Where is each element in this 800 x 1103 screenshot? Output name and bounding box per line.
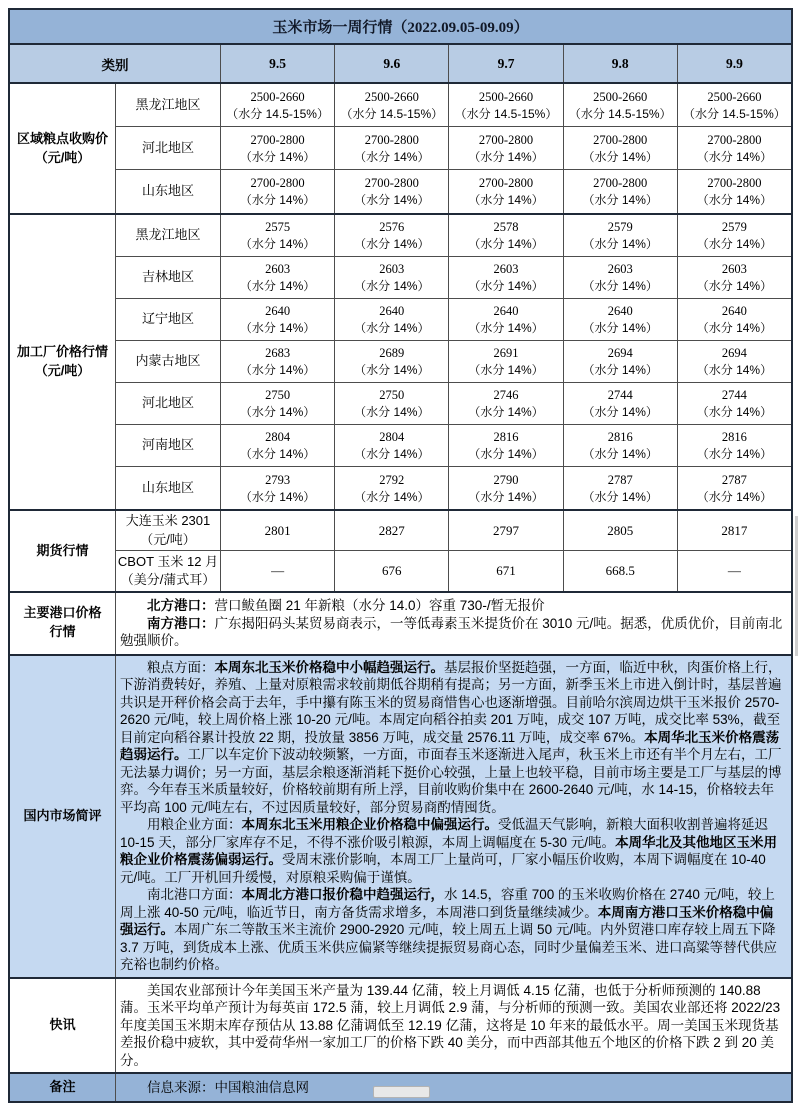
commentary-run: 本周华北玉米价格震荡趋弱运行。 — [120, 729, 780, 762]
price-value: 2816 — [721, 430, 747, 445]
section-label — [10, 84, 116, 213]
north-port-text: 营口鲅鱼圈 21 年新粮（水分 14.0）容重 730-/暂无报价 — [214, 598, 545, 613]
north-port-label: 北方港口： — [147, 598, 215, 613]
date-header-cells — [221, 45, 791, 82]
price-cell — [564, 383, 678, 424]
futures-value-cell: 2805 — [564, 511, 678, 550]
price-cell — [678, 299, 791, 340]
price-value: 2804 — [265, 430, 291, 445]
news-section-label: 快讯 — [10, 979, 116, 1073]
price-value: 2700-2800 — [707, 176, 762, 191]
commentary-run: 本周东北玉米价格稳中小幅趋强运行。 — [214, 659, 444, 675]
futures-name-line: （元/吨） — [140, 531, 196, 547]
date-header-cell: 9.7 — [449, 45, 563, 82]
price-value: 2578 — [493, 220, 519, 235]
price-cell — [221, 299, 335, 340]
price-cell — [564, 170, 678, 213]
futures-value-cell: 676 — [335, 551, 449, 591]
north-port-paragraph — [120, 597, 785, 615]
futures-row — [116, 551, 791, 591]
section-label-line: 区域粮点收购价 — [16, 130, 108, 146]
region-label: 山东地区 — [116, 170, 221, 213]
price-cell — [335, 425, 449, 466]
price-cell — [564, 467, 678, 509]
region-label: 河南地区 — [116, 425, 221, 466]
moisture-note: （水分 14%） — [354, 279, 430, 294]
price-value: 2744 — [721, 388, 747, 403]
price-cell — [221, 127, 335, 169]
region-label: 山东地区 — [116, 467, 221, 509]
futures-value-cell: 2827 — [335, 511, 449, 550]
moisture-note: （水分 14%） — [239, 279, 316, 294]
futures-section — [10, 511, 791, 593]
moisture-note: （水分 14%） — [468, 321, 544, 336]
south-port-label: 南方港口： — [147, 615, 215, 631]
moisture-note: （水分 14%） — [354, 363, 430, 378]
ports-label-line: 主要港口价格 — [23, 605, 102, 621]
horizontal-scrollbar-thumb[interactable] — [373, 1086, 430, 1098]
commentary-run: 受低温天气影响，新粮大面积收割普遍将延迟 10-15 天，部分厂家库存不足，不得不涨价吸引粮源，本周上调幅度在 5-30 元/吨。 — [120, 817, 768, 850]
region-label: 吉林地区 — [116, 257, 221, 298]
moisture-note: （水分 14%） — [239, 321, 316, 336]
price-value: 2787 — [607, 472, 633, 487]
ports-content — [116, 593, 791, 654]
price-cells — [221, 84, 791, 126]
futures-value-cell: 2801 — [221, 511, 335, 550]
price-value: 2640 — [379, 304, 405, 319]
price-value: 2816 — [607, 430, 633, 445]
price-value: 2579 — [607, 220, 633, 235]
commentary-run: 受周末涨价影响，本周工厂上量尚可，厂家小幅压价收购，本周下调幅度在 10-40 元/吨。工厂开机回升缓慢，对原粮采购偏于谨慎。 — [120, 852, 766, 885]
moisture-note: （水分 14%） — [696, 489, 773, 504]
price-cell — [335, 341, 449, 382]
price-value: 2793 — [265, 472, 291, 487]
price-cell — [564, 127, 678, 169]
price-value: 2603 — [379, 262, 405, 277]
moisture-note: （水分 14%） — [582, 321, 658, 336]
price-sections — [10, 84, 791, 511]
commentary-paragraph — [120, 659, 785, 817]
price-cell — [335, 170, 449, 213]
section-label-line: （元/吨） — [34, 363, 91, 378]
moisture-note: （水分 14%） — [239, 363, 316, 378]
moisture-note: （水分 14%） — [696, 237, 773, 252]
ports-section-label — [10, 593, 116, 654]
commentary-section-label: 国内市场简评 — [10, 656, 116, 977]
info-source-text: 信息来源：中国粮油信息网 — [147, 1079, 309, 1095]
futures-name-line: CBOT 玉米 12 月 — [117, 553, 219, 569]
price-value: 2700-2800 — [250, 176, 305, 191]
moisture-note: （水分 14%） — [696, 447, 773, 462]
price-cell — [564, 341, 678, 382]
price-value: 2500-2660 — [593, 89, 648, 104]
commentary-content — [116, 656, 791, 977]
futures-row — [116, 511, 791, 551]
price-cell — [678, 341, 791, 382]
price-cells — [221, 299, 791, 340]
moisture-note: （水分 14%） — [239, 405, 316, 420]
moisture-note: （水分 14%） — [582, 237, 658, 252]
commentary-run: 粮点方面： — [147, 659, 215, 675]
remark-content — [116, 1074, 791, 1101]
price-cell — [449, 467, 563, 509]
price-cell — [678, 425, 791, 466]
moisture-note: （水分 14%） — [468, 237, 544, 252]
region-label: 辽宁地区 — [116, 299, 221, 340]
price-cells — [221, 467, 791, 509]
page-title: 玉米市场一周行情（2022.09.05-09.09） — [10, 10, 791, 45]
corn-market-weekly-table — [8, 8, 793, 1103]
price-row — [116, 170, 791, 213]
futures-contract-name — [116, 551, 221, 591]
price-value: 2790 — [493, 472, 519, 487]
commentary-run: 用粮企业方面： — [147, 817, 242, 832]
region-label: 黑龙江地区 — [116, 215, 221, 256]
price-value: 2816 — [493, 430, 519, 445]
commentary-run: 本周北方港口报价稳中趋强运行， — [241, 887, 444, 902]
price-cells — [221, 425, 791, 466]
price-cell — [678, 127, 791, 169]
moisture-note: （水分 14%） — [468, 149, 544, 164]
moisture-note: （水分 14%） — [354, 489, 430, 504]
price-cell — [221, 341, 335, 382]
price-cell — [564, 425, 678, 466]
futures-name-line: （美分/蒲式耳） — [120, 572, 216, 587]
price-cell — [449, 215, 563, 256]
price-cell — [335, 127, 449, 169]
price-value: 2640 — [721, 304, 747, 319]
category-header-cell: 类别 — [10, 45, 221, 82]
price-value: 2750 — [265, 388, 291, 403]
price-cell — [221, 425, 335, 466]
price-value: 2700-2800 — [707, 132, 762, 147]
price-value: 2787 — [721, 472, 747, 487]
moisture-note: （水分 14%） — [354, 237, 430, 252]
price-value: 2579 — [721, 220, 747, 235]
commentary-run: 水 14.5，容重 700 的玉米收购价格在 2740 元/吨，较上周上涨 40-50 元/吨，临近节日，南方备货需求增多，本周港口到货量继续减少。 — [120, 887, 775, 920]
south-port-paragraph — [120, 615, 785, 650]
price-cell — [564, 257, 678, 298]
futures-value-cell: — — [221, 551, 335, 591]
price-row — [116, 215, 791, 257]
moisture-note: （水分 14%） — [354, 405, 430, 420]
futures-value-cell: 2797 — [449, 511, 563, 550]
price-cell — [678, 467, 791, 509]
price-cells — [221, 215, 791, 256]
price-cell — [221, 84, 335, 126]
commentary-run: 本周广东二等散玉米主流价 2900-2920 元/吨，较上周五上调 50 元/吨。内外贸港口库存较上周五下降 3.7 万吨，到货成本上涨、优质玉米供应偏紧等继续提振贸易商心态，同时少量偏差玉米、进口高粱等替代供应充裕也制约价格。 — [120, 922, 778, 972]
price-cell — [449, 341, 563, 382]
commentary-paragraph — [120, 886, 785, 974]
moisture-note: （水分 14%） — [696, 363, 773, 378]
price-value: 2603 — [607, 262, 633, 277]
price-cell — [449, 299, 563, 340]
price-cell — [221, 467, 335, 509]
commentary-run: 本周东北玉米用粮企业价格稳中偏强运行。 — [241, 817, 498, 832]
price-value: 2700-2800 — [478, 132, 534, 147]
price-row — [116, 257, 791, 299]
price-row — [116, 425, 791, 467]
price-value: 2689 — [379, 346, 405, 361]
price-value: 2603 — [493, 262, 519, 277]
price-value: 2700-2800 — [364, 132, 419, 147]
moisture-note: （水分 14%） — [582, 279, 658, 294]
price-value: 2500-2660 — [364, 89, 419, 104]
commentary-run: 南北港口方面： — [147, 887, 242, 902]
date-header-cell: 9.8 — [564, 45, 678, 82]
moisture-note: （水分 14.5-15%） — [683, 106, 786, 121]
moisture-note: （水分 14%） — [239, 447, 316, 462]
futures-values — [221, 511, 791, 550]
price-value: 2804 — [379, 430, 405, 445]
price-cell — [221, 215, 335, 256]
price-cell — [335, 383, 449, 424]
region-label: 河北地区 — [116, 127, 221, 169]
price-cell — [449, 84, 563, 126]
futures-value-cell: 2817 — [721, 522, 748, 538]
date-header-cell: 9.6 — [335, 45, 449, 82]
price-cell — [221, 170, 335, 213]
ports-section — [10, 593, 791, 656]
region-label: 河北地区 — [116, 383, 221, 424]
section-label-line: 加工厂价格行情 — [16, 344, 108, 360]
moisture-note: （水分 14%） — [696, 193, 773, 208]
vertical-scrollbar-thumb[interactable] — [795, 516, 798, 656]
moisture-note: （水分 14%） — [468, 363, 544, 378]
price-section — [10, 215, 791, 511]
moisture-note: （水分 14.5-15%） — [340, 106, 444, 121]
price-value: 2640 — [493, 304, 519, 319]
price-cell — [449, 383, 563, 424]
date-header-cell: 9.5 — [221, 45, 335, 82]
moisture-note: （水分 14%） — [582, 405, 658, 420]
price-cells — [221, 257, 791, 298]
price-value: 2792 — [379, 472, 405, 487]
moisture-note: （水分 14%） — [582, 363, 658, 378]
commentary-run: 工厂以车定价下波动较频繁，一方面，市面春玉米逐渐进入尾声，秋玉米上市还有半个月左右，工厂无法暴力调价；另一方面，基层余粮逐渐消耗下挺价心较强，上量上也较平稳，目前市场主要是工厂与基层的博弈。今年春玉米质量较好，价格较前期有所上浮，目前收购价集中在 2600-2640 元/吨，水 14-15，价格较去年平均高 100 元/吨左右，不过因质量较好，部分贸易商酌情囤货。 — [120, 747, 782, 815]
moisture-note: （水分 14%） — [239, 237, 316, 252]
price-rows — [116, 215, 791, 509]
ports-label-line: 行情 — [49, 624, 76, 640]
moisture-note: （水分 14%） — [696, 321, 773, 336]
price-cell — [449, 257, 563, 298]
futures-value-cell: 671 — [449, 551, 563, 591]
price-row — [116, 383, 791, 425]
region-label: 内蒙古地区 — [116, 341, 221, 382]
moisture-note: （水分 14.5-15%） — [568, 106, 672, 121]
price-cells — [221, 341, 791, 382]
moisture-note: （水分 14%） — [354, 321, 430, 336]
moisture-note: （水分 14%） — [696, 405, 773, 420]
region-label: 黑龙江地区 — [116, 84, 221, 126]
price-value: 2744 — [607, 388, 633, 403]
price-value: 2700-2800 — [593, 132, 648, 147]
price-cell — [678, 170, 791, 213]
moisture-note: （水分 14.5-15%） — [454, 106, 558, 121]
price-value: 2603 — [265, 262, 291, 277]
price-value: 2683 — [265, 346, 291, 361]
price-row — [116, 299, 791, 341]
moisture-note: （水分 14%） — [468, 279, 544, 294]
news-content — [116, 979, 791, 1073]
price-value: 2700-2800 — [478, 176, 534, 191]
moisture-note: （水分 14%） — [468, 193, 544, 208]
price-row — [116, 127, 791, 170]
price-row — [116, 467, 791, 509]
price-cell — [335, 84, 449, 126]
price-row — [116, 84, 791, 127]
price-cell — [449, 425, 563, 466]
price-value: 2500-2660 — [250, 89, 305, 104]
price-cell — [564, 84, 678, 126]
price-cell — [564, 215, 678, 256]
moisture-note: （水分 14%） — [239, 149, 316, 164]
price-value: 2700-2800 — [364, 176, 419, 191]
commentary-run: 本周华北及其他地区玉米用粮企业价格震荡偏弱运行。 — [120, 834, 778, 867]
moisture-note: （水分 14%） — [696, 279, 773, 294]
futures-name-line: 大连玉米 2301 — [125, 513, 211, 529]
price-cells — [221, 170, 791, 213]
price-cell — [335, 215, 449, 256]
futures-value-cell: — — [727, 563, 741, 578]
price-cell — [335, 299, 449, 340]
moisture-note: （水分 14%） — [582, 447, 658, 462]
moisture-note: （水分 14.5-15%） — [226, 106, 329, 121]
price-cell — [335, 257, 449, 298]
remark-section-label: 备注 — [10, 1074, 116, 1101]
price-value: 2691 — [493, 346, 519, 361]
date-header-cell: 9.9 — [725, 55, 743, 71]
price-value: 2576 — [379, 220, 405, 235]
price-value: 2700-2800 — [250, 132, 305, 147]
price-cell — [678, 215, 791, 256]
commentary-run: 基层报价坚挺趋强，一方面，临近中秋，肉蛋价格上行，下游消费转好，养殖、上量对原粮需求较前期低谷期稍有提高；另一方面，新季玉米上市进入倒计时，基层普遍共识是开秤价格会高于去年，手中攥有陈玉米的贸易商惜售心也逐渐增强。目前哈尔滨周边烘干玉米报价 2570-2620 元/吨，较上周价格上涨 10-20 元/吨。本周定向稻谷拍卖 201 万吨，成交 107 万吨，成交比率 53%，截至目前定向稻谷累计投放 22 期，投放量 3856 万吨，成交量 2576.11 万吨，成交率 67%。 — [120, 659, 782, 745]
moisture-note: （水分 14%） — [696, 149, 773, 164]
moisture-note: （水分 14%） — [239, 193, 316, 208]
price-cell — [449, 127, 563, 169]
moisture-note: （水分 14%） — [468, 489, 544, 504]
price-cells — [221, 127, 791, 169]
price-row — [116, 341, 791, 383]
news-flash-section — [10, 979, 791, 1075]
price-cell — [678, 383, 791, 424]
price-value: 2603 — [721, 262, 747, 277]
price-value: 2746 — [493, 388, 519, 403]
moisture-note: （水分 14%） — [354, 193, 430, 208]
futures-value-cell: 668.5 — [564, 551, 678, 591]
price-cell — [335, 467, 449, 509]
price-value: 2640 — [265, 304, 291, 319]
price-cell — [564, 299, 678, 340]
moisture-note: （水分 14%） — [468, 447, 544, 462]
futures-values — [221, 551, 791, 591]
price-cell — [449, 170, 563, 213]
section-label — [10, 215, 116, 509]
futures-section-label: 期货行情 — [10, 511, 116, 591]
moisture-note: （水分 14%） — [582, 149, 658, 164]
price-value: 2500-2660 — [707, 89, 762, 104]
price-value: 2500-2660 — [478, 89, 534, 104]
price-cell — [678, 257, 791, 298]
price-value: 2640 — [607, 304, 633, 319]
section-label-line: （元/吨） — [34, 149, 91, 165]
price-rows — [116, 84, 791, 213]
news-paragraph: 美国农业部预计今年美国玉米产量为 139.44 亿蒲，较上月调低 4.15 亿蒲，也低于分析师预测的 140.88 蒲。玉米平均单产预计为每英亩 172.5 蒲，较上月调低 2.9 蒲，与分析师的预测一致。美国农业部还将 2022/23 年度美国玉米期末库存预估从 13.88 亿蒲调低至 12.19 亿蒲，这将是 10 年来的最低水平。周一美国玉米现货基差报价稳中疲软，其中爱荷华州一家加工厂的价格下跌 40 美分，而中西部其他五个地区的价格下跌 2 到 20 美分。 — [120, 982, 781, 1068]
moisture-note: （水分 14%） — [239, 489, 316, 504]
date-header-row — [10, 45, 791, 84]
price-value: 2575 — [265, 220, 291, 235]
commentary-paragraph — [120, 816, 785, 886]
moisture-note: （水分 14%） — [354, 447, 430, 462]
moisture-note: （水分 14%） — [468, 405, 544, 420]
futures-contract-name — [116, 511, 221, 550]
price-cell — [221, 257, 335, 298]
moisture-note: （水分 14%） — [354, 149, 430, 164]
moisture-note: （水分 14%） — [582, 489, 658, 504]
price-value: 2750 — [379, 388, 405, 403]
price-value: 2694 — [607, 346, 633, 361]
price-cell — [221, 383, 335, 424]
price-section — [10, 84, 791, 215]
domestic-market-commentary-section — [10, 656, 791, 979]
price-value: 2700-2800 — [593, 176, 648, 191]
price-cells — [221, 383, 791, 424]
commentary-run: 本周南方港口玉米价格稳中偏强运行。 — [120, 904, 774, 937]
moisture-note: （水分 14%） — [582, 193, 658, 208]
futures-rows — [116, 511, 791, 591]
south-port-text: 广东揭阳码头某贸易商表示，一等低毒素玉米提货价在 3010 元/吨。据悉，优质优价，目前南北勉强顺价。 — [120, 615, 783, 648]
price-value: 2694 — [721, 346, 747, 361]
price-cell — [678, 84, 791, 126]
